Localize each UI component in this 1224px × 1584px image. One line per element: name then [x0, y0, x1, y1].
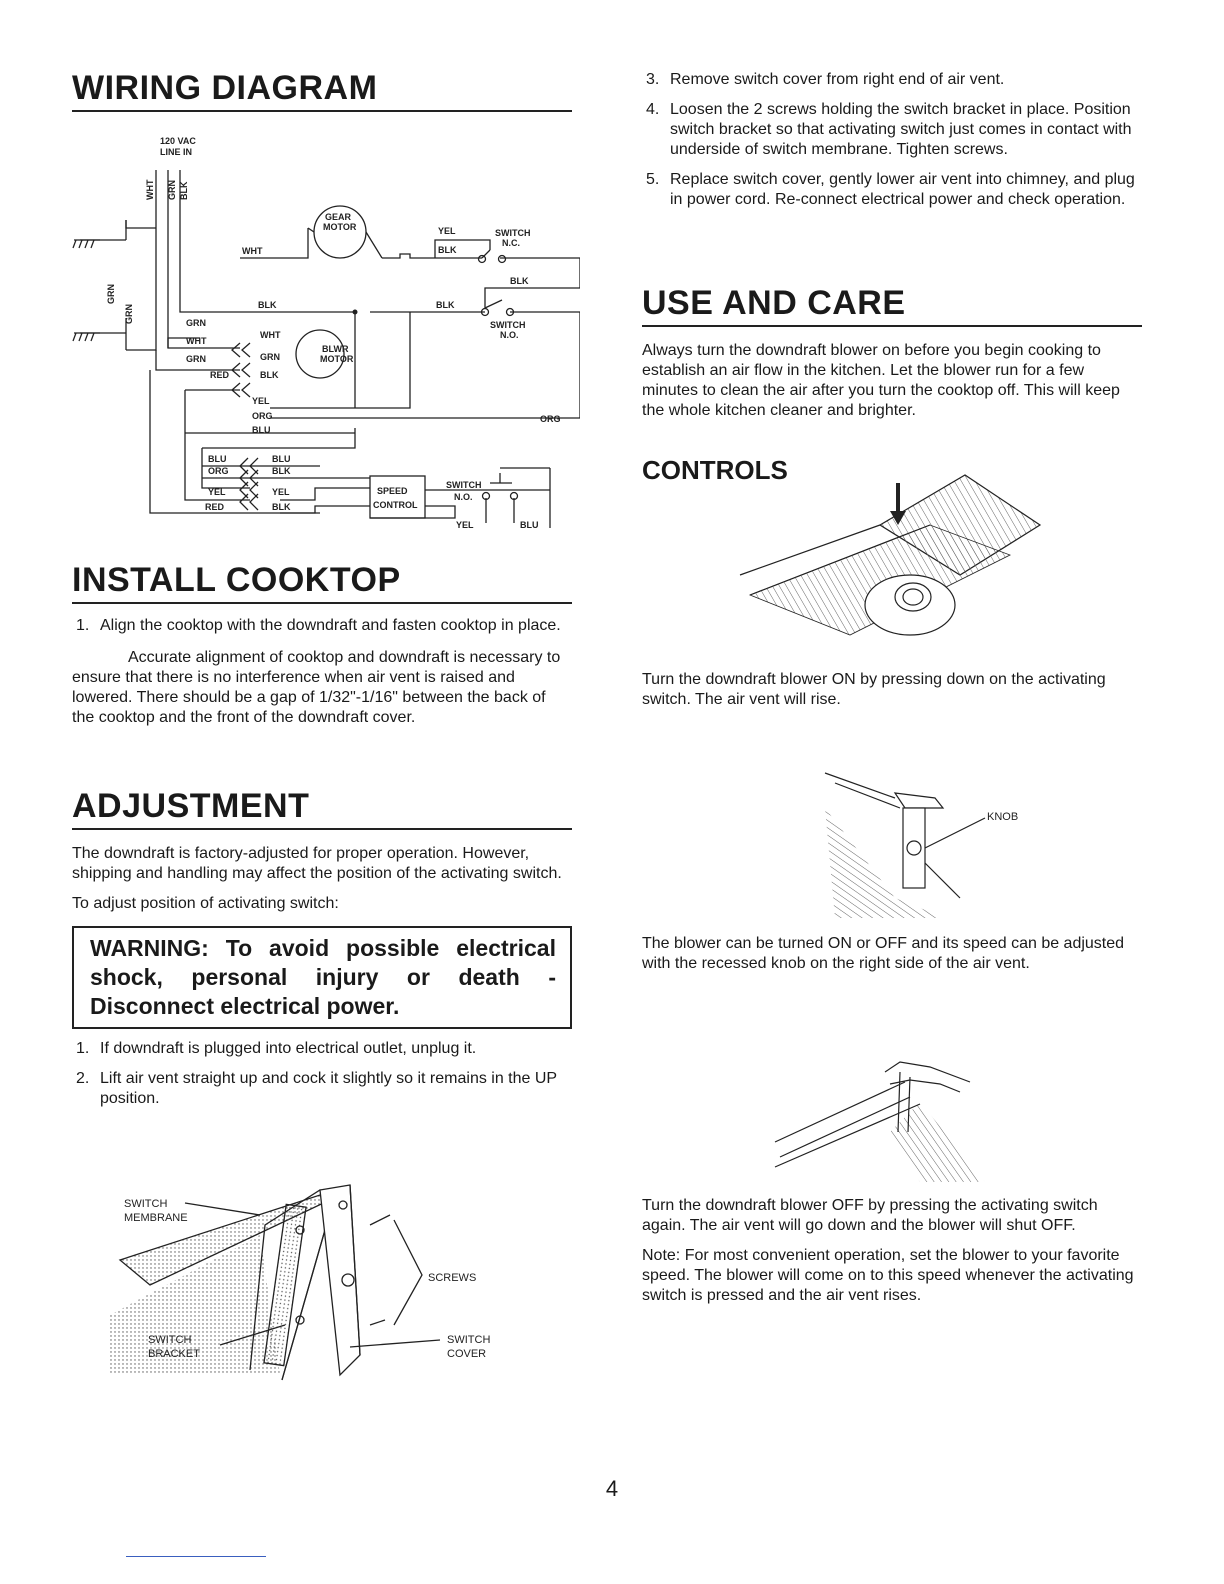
- adjustment-step-1-text: If downdraft is plugged into electrical outlet, unplug it.: [100, 1040, 477, 1057]
- controls-para3-wrap: [642, 1196, 1142, 1306]
- install-step-1-number: 1.: [76, 617, 90, 634]
- controls-switch-figure: [730, 465, 1050, 655]
- install-step-1: [72, 616, 572, 636]
- switch-bracket-figure: [110, 1175, 510, 1385]
- nc-label: N.C.: [502, 238, 520, 248]
- wiring-section: [72, 70, 572, 112]
- adjustment-step-1-number: 1.: [76, 1040, 90, 1057]
- wire-label-yel-3: YEL: [272, 487, 290, 497]
- knob-label: KNOB: [987, 811, 1019, 823]
- wire-label-blk-middle: BLK: [258, 300, 277, 310]
- wire-label-wht-2: WHT: [260, 330, 281, 340]
- switch-cover-label-2: COVER: [447, 1348, 487, 1360]
- controls-paragraph-3: Turn the downdraft blower OFF by pressing the activating switch again. The air vent will go down and the blower will shut OFF.: [642, 1197, 1098, 1234]
- wire-label-red-2: RED: [205, 502, 225, 512]
- wire-label-grn-3: GRN: [260, 352, 280, 362]
- wire-label-yel-speed: YEL: [456, 520, 474, 530]
- install-paragraph: Accurate alignment of cooktop and downdraft is necessary to ensure that there is no interference when air vent is raised and lowered. There should be a gap of 1/32"-1/16" between the back of the cooktop and the front of the downdraft cover.: [72, 649, 561, 726]
- no-label: N.O.: [500, 330, 519, 340]
- controls-paragraph-1: Turn the downdraft blower ON by pressing down on the activating switch. The air vent will rise.: [642, 671, 1106, 708]
- wire-label-blk-right: BLK: [510, 276, 529, 286]
- controls-title: CONTROLS: [642, 455, 788, 485]
- wire-label-wht-top: WHT: [242, 246, 263, 256]
- switch-membrane-label-2: MEMBRANE: [124, 1212, 188, 1224]
- speed-control-label-2: CONTROL: [373, 500, 418, 510]
- wire-label-blk-top: BLK: [438, 245, 457, 255]
- hand-press-figure: [770, 1042, 990, 1187]
- wire-label-blk-vertical: BLK: [179, 181, 189, 200]
- blower-motor-label-1: BLWR: [322, 344, 349, 354]
- switch-membrane-label-1: SWITCH: [124, 1198, 168, 1210]
- wire-label-grn-ground-1: GRN: [106, 284, 116, 304]
- adjustment-steps-continued: [642, 70, 1142, 210]
- wire-label-yel-1: YEL: [252, 396, 270, 406]
- use-and-care-title: USE AND CARE: [642, 285, 1142, 327]
- controls-para1-wrap: [642, 670, 1142, 710]
- warning-box: WARNING: To avoid possible electrical shock, personal injury or death - Disconnect electrical power.: [72, 926, 572, 1029]
- line-in-label-1: 120 VAC: [160, 136, 196, 146]
- adjustment-paragraph-2: To adjust position of activating switch:: [72, 895, 339, 912]
- wire-label-blu-speed: BLU: [520, 520, 539, 530]
- gear-motor-label-1: GEAR: [325, 212, 352, 222]
- screws-label: SCREWS: [428, 1272, 477, 1284]
- adjustment-step-2: [72, 1069, 572, 1109]
- wire-label-grn-1: GRN: [186, 318, 206, 328]
- adjustment-step-5: [642, 170, 1142, 210]
- switch-no-label: SWITCH: [490, 320, 526, 330]
- wire-label-wht-vertical: WHT: [145, 179, 155, 200]
- install-steps: [72, 616, 572, 636]
- adjustment-title: ADJUSTMENT: [72, 788, 572, 830]
- wire-label-blu-1: BLU: [252, 425, 271, 435]
- wire-label-blk-switch: BLK: [436, 300, 455, 310]
- no-speed-label: N.O.: [454, 492, 473, 502]
- use-care-paragraph: Always turn the downdraft blower on before you begin cooking to establish an air flow in the kitchen. Let the blower run for a few minutes to clean the air after you turn the cooktop off. This will keep the whole kitchen cleaner and brighter.: [642, 342, 1120, 419]
- adjustment-step-5-text: Replace switch cover, gently lower air vent into chimney, and plug in power cord. Re-connect electrical power and check operation.: [670, 171, 1135, 208]
- adjustment-step-2-number: 2.: [76, 1070, 90, 1087]
- footer-line: [126, 1556, 266, 1557]
- wire-label-blk-2: BLK: [272, 466, 291, 476]
- blower-motor-label-2: MOTOR: [320, 354, 354, 364]
- wiring-diagram-title: WIRING DIAGRAM: [72, 70, 572, 112]
- switch-cover-label-1: SWITCH: [447, 1334, 491, 1346]
- controls-paragraph-2: The blower can be turned ON or OFF and its speed can be adjusted with the recessed knob on the right side of the air vent.: [642, 935, 1125, 972]
- install-section: [72, 562, 572, 728]
- adjustment-step-3-number: 3.: [646, 71, 660, 88]
- wire-label-blu-3: BLU: [272, 454, 291, 464]
- line-in-label-2: LINE IN: [160, 147, 193, 157]
- switch-nc-label: SWITCH: [495, 228, 531, 238]
- page-number: 4: [605, 1476, 619, 1501]
- right-steps: [642, 70, 1142, 210]
- wire-label-grn-2: GRN: [186, 354, 206, 364]
- wire-label-yel-top: YEL: [438, 226, 456, 236]
- adjustment-step-4-number: 4.: [646, 101, 660, 118]
- controls-para2-wrap: [642, 934, 1142, 974]
- wire-label-yel-2: YEL: [208, 487, 226, 497]
- wire-label-grn-vertical: GRN: [167, 180, 177, 200]
- install-step-1-text: Align the cooktop with the downdraft and fasten cooktop in place.: [100, 617, 561, 634]
- knob-figure: [815, 768, 1055, 923]
- adjustment-paragraph-1: The downdraft is factory-adjusted for proper operation. However, shipping and handling may affect the position of the activating switch.: [72, 845, 562, 882]
- adjustment-step-4: [642, 100, 1142, 160]
- adjustment-step-5-number: 5.: [646, 171, 660, 188]
- adjustment-step-3-text: Remove switch cover from right end of air vent.: [670, 71, 1005, 88]
- switch-bracket-label-2: BRACKET: [148, 1348, 200, 1360]
- adjustment-section: [72, 788, 572, 1109]
- wire-label-org-right: ORG: [540, 414, 561, 424]
- wire-label-red-1: RED: [210, 370, 230, 380]
- controls-paragraph-4: Note: For most convenient operation, set the blower to your favorite speed. The blower will come on to this speed whenever the activating switch is pressed and the air vent rises.: [642, 1247, 1134, 1304]
- use-care-section: [642, 285, 1142, 421]
- wire-label-org-2: ORG: [208, 466, 229, 476]
- gear-motor-label-2: MOTOR: [323, 222, 357, 232]
- wire-label-blu-2: BLU: [208, 454, 227, 464]
- wiring-diagram: [70, 128, 580, 548]
- adjustment-step-4-text: Loosen the 2 screws holding the switch bracket in place. Position switch bracket so that activating switch just comes in contact with underside of switch membrane. Tighten screws.: [670, 101, 1132, 158]
- install-cooktop-title: INSTALL COOKTOP: [72, 562, 572, 604]
- switch-bracket-label-1: SWITCH: [148, 1334, 192, 1346]
- wire-label-grn-ground-2: GRN: [124, 304, 134, 324]
- adjustment-steps: [72, 1039, 572, 1109]
- wire-label-blk-3: BLK: [272, 502, 291, 512]
- wire-label-blk-1: BLK: [260, 370, 279, 380]
- adjustment-step-2-text: Lift air vent straight up and cock it slightly so it remains in the UP position.: [100, 1070, 557, 1107]
- wire-label-org-1: ORG: [252, 411, 273, 421]
- speed-control-label-1: SPEED: [377, 486, 408, 496]
- adjustment-step-3: [642, 70, 1142, 90]
- adjustment-step-1: [72, 1039, 572, 1059]
- wire-label-wht-1: WHT: [186, 336, 207, 346]
- switch-speed-label: SWITCH: [446, 480, 482, 490]
